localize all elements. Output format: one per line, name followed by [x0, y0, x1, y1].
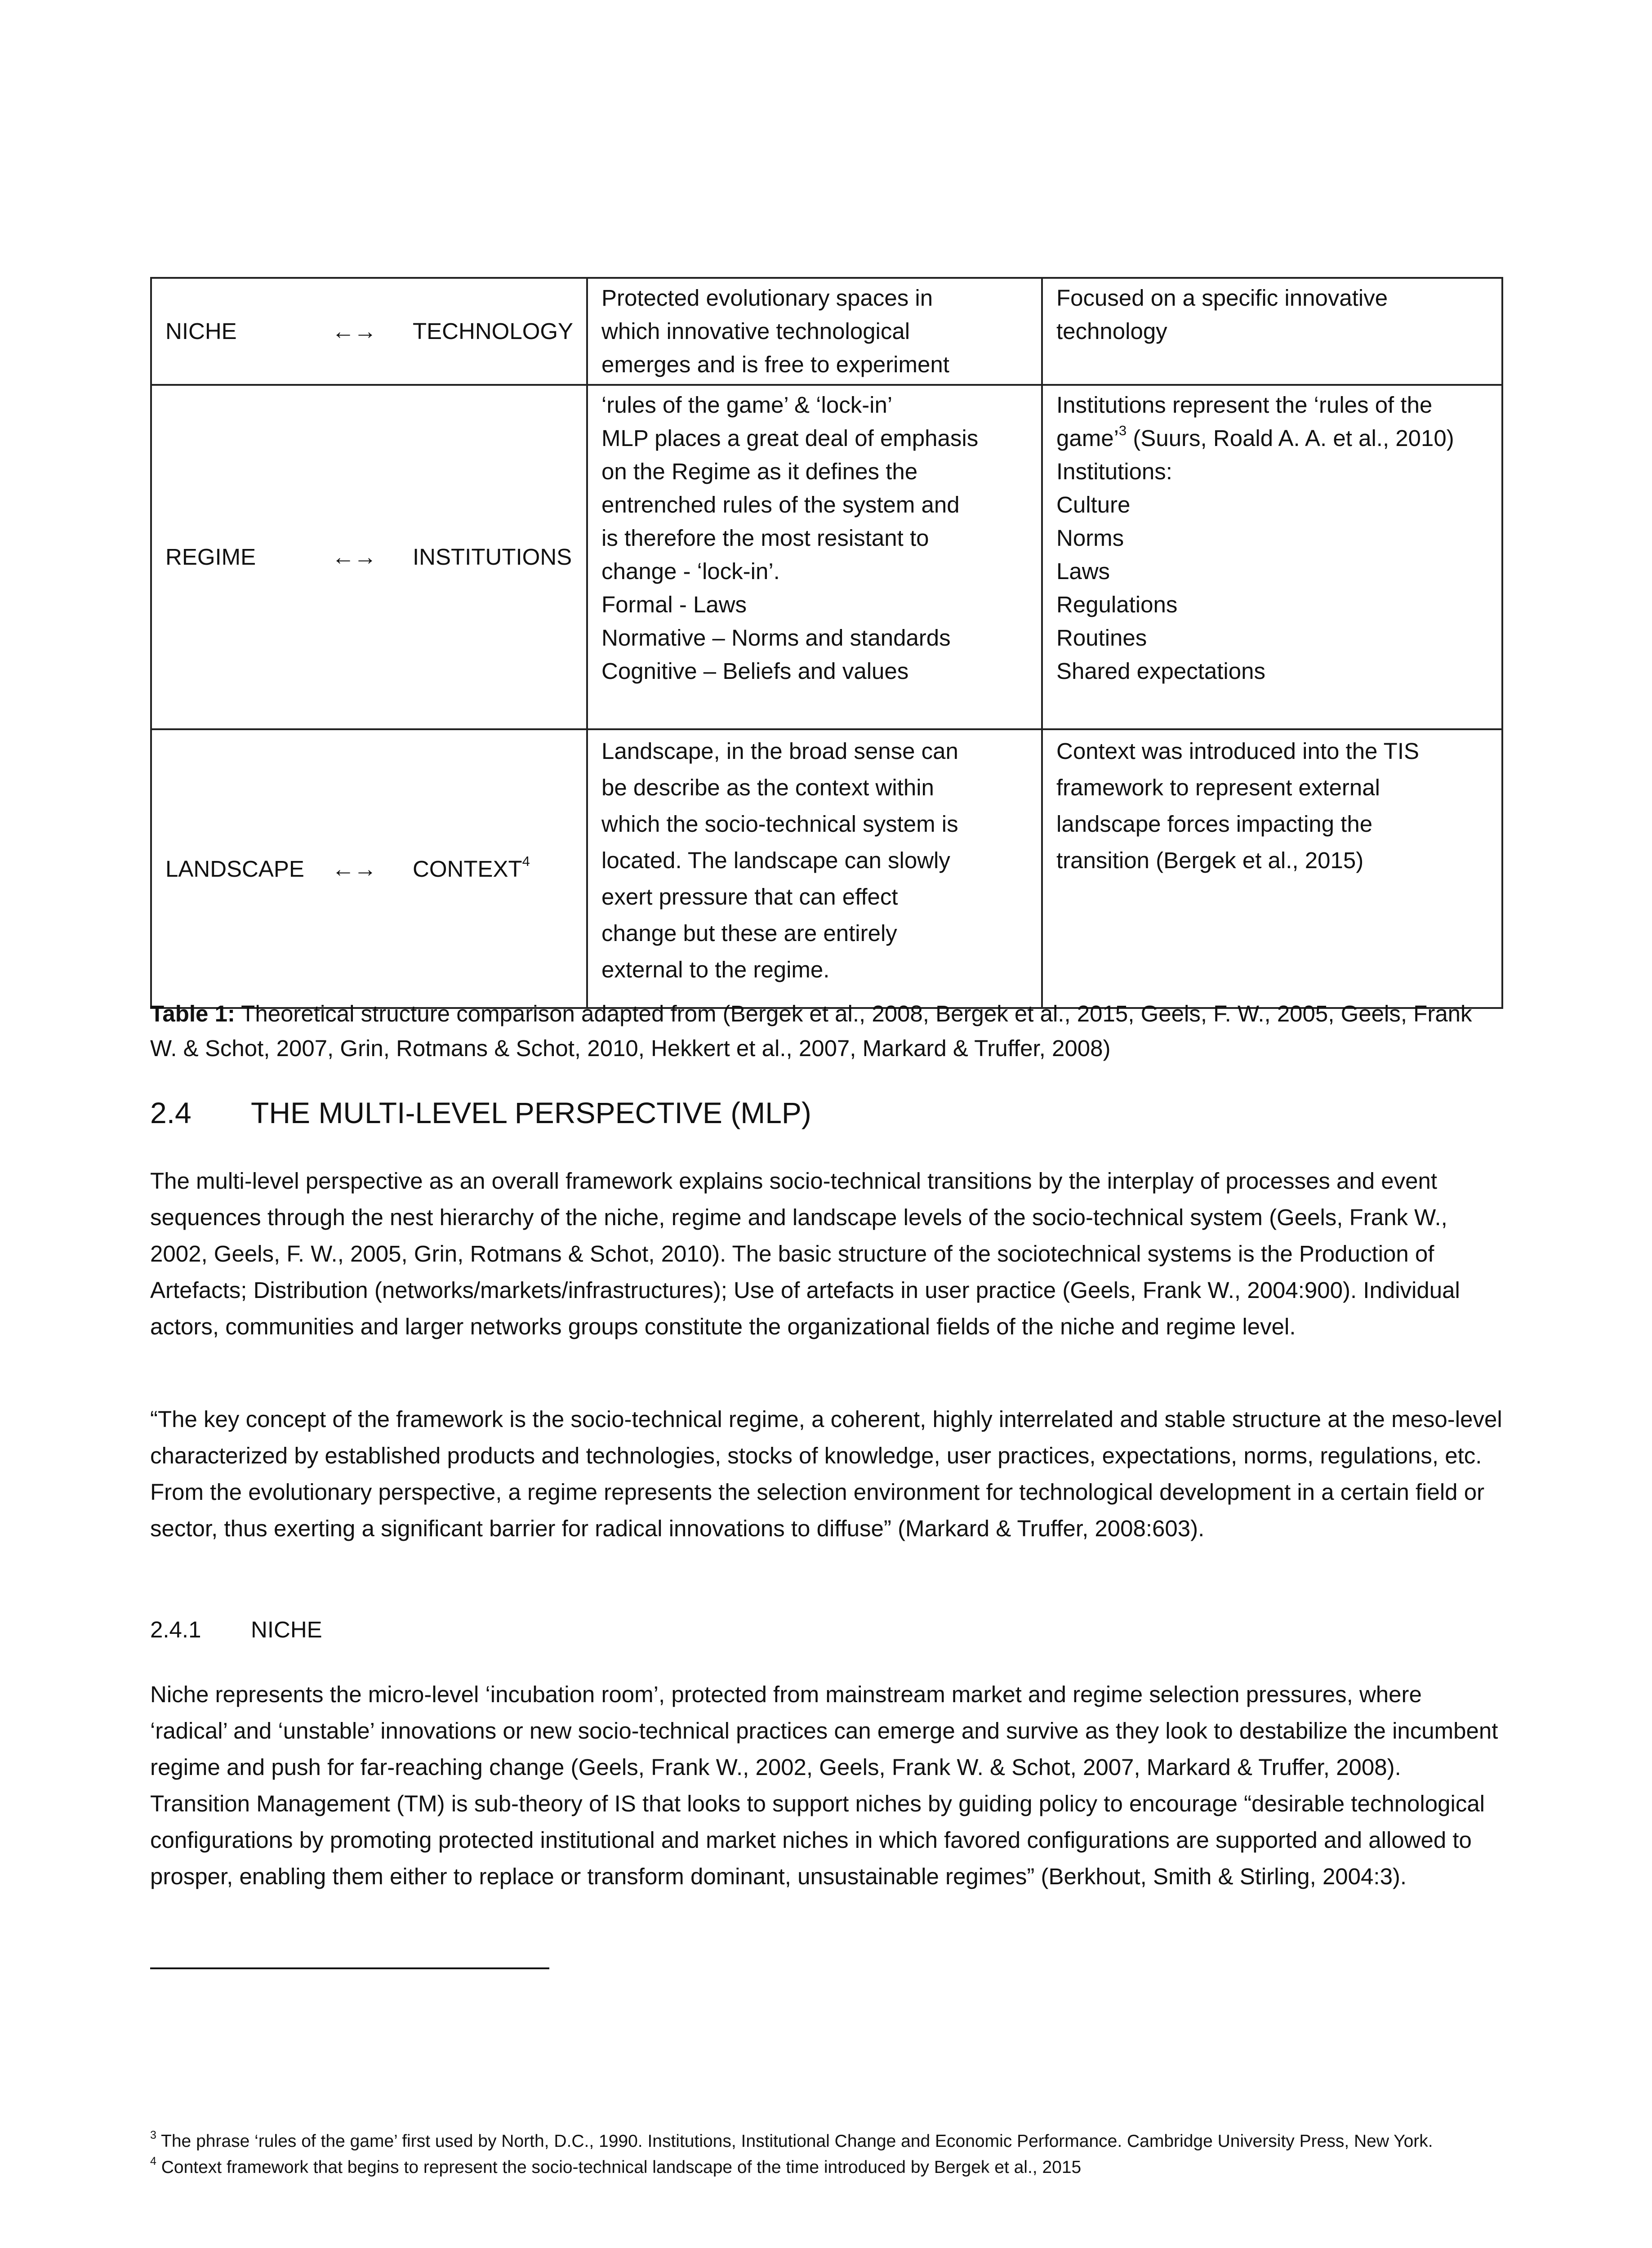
cell-line: Institutions represent the ‘rules of the	[1056, 392, 1433, 418]
framework-label: TECHNOLOGY	[413, 318, 574, 344]
cell-line	[1056, 422, 1488, 455]
comparison-cell	[1042, 729, 1502, 1008]
comparison-cell	[1042, 385, 1502, 729]
footnote-text: The phrase ‘rules of the game’ first used by North, D.C., 1990. Institutions, Institutional Change and Economic Performance. Cambridge University Press, New York.	[156, 2132, 1433, 2151]
cell-line: Institutions:	[1056, 459, 1172, 484]
cell-line: framework to represent external	[1056, 775, 1380, 800]
cell-line: Laws	[1056, 558, 1110, 584]
cell-line: located. The landscape can slowly	[601, 847, 950, 873]
footnote-ref-4: 4	[522, 853, 530, 869]
caption-label: Table 1:	[150, 1001, 235, 1026]
cell-line: emerges and is free to experiment	[601, 352, 949, 377]
level-label: LANDSCAPE	[165, 856, 304, 882]
cell-line: Cognitive – Beliefs and values	[601, 658, 909, 684]
footnote	[150, 2128, 1503, 2154]
table-row-regime	[151, 385, 1502, 729]
subsection-number: 2.4.1	[150, 1617, 201, 1642]
cell-line: Normative – Norms and standards	[601, 625, 951, 651]
cell-line: ‘rules of the game’ & ‘lock-in’	[601, 392, 893, 418]
cell-line: Culture	[1056, 492, 1131, 517]
subsection-title: NICHE	[251, 1617, 322, 1642]
cell-line: Focused on a specific innovative	[1056, 285, 1388, 311]
table-caption	[150, 996, 1503, 1066]
bidirectional-arrow-icon: ←→	[332, 544, 376, 570]
section-number: 2.4	[150, 1096, 191, 1129]
cell-line: external to the regime.	[601, 957, 830, 982]
body-paragraph: The multi-level perspective as an overall framework explains socio-technical transitions by the interplay of processes and event sequences through the nest hierarchy of the niche, regime and landscape levels of the socio-technical system (Geels, Frank W., 2002, Geels, F. W., 2005, Grin, Rotmans & Schot, 2010). The basic structure of the sociotechnical systems is the Production of Artefacts; Distribution (networks/markets/infrastructures); Use of artefacts in user practice (Geels, Frank W., 2004:900). Individual actors, communities and larger networks groups constitute the organizational fields of the niche and regime level.	[150, 1168, 1460, 1339]
footnote-separator	[150, 1967, 549, 1969]
cell-line: Shared expectations	[1056, 658, 1265, 684]
cell-line: on the Regime as it defines the	[601, 459, 918, 484]
bidirectional-arrow-icon: ←→	[332, 856, 376, 882]
cell-text: game’	[1056, 425, 1119, 451]
framework-label-with-ref	[413, 851, 577, 887]
cell-line: landscape forces impacting the	[1056, 811, 1373, 837]
framework-label: CONTEXT	[413, 856, 522, 882]
footnote-ref-3: 3	[1118, 423, 1127, 438]
cell-line: which the socio-technical system is	[601, 811, 958, 837]
footnote-mark: 3	[150, 2129, 156, 2141]
cell-line: Context was introduced into the TIS	[1056, 738, 1420, 764]
cell-line: is therefore the most resistant to	[601, 525, 929, 551]
row-label-cell	[151, 385, 587, 729]
description-cell	[587, 278, 1042, 385]
caption-text: Theoretical structure comparison adapted from (Bergek et al., 2008, Bergek et al., 2015, Geels, F. W., 2005, Geels, Frank W. & Schot, 2007, Grin, Rotmans & Schot, 2010, Hekkert et al., 2007, Markard & Truffer, 2008)	[150, 1001, 1472, 1061]
level-label: NICHE	[165, 318, 237, 344]
footnote	[150, 2154, 1503, 2181]
body-paragraph: Niche represents the micro-level ‘incubation room’, protected from mainstream market and regime selection pressures, where ‘radical’ and ‘unstable’ innovations or new socio-technical practices can emerge and survive as they look to destabilize the incumbent regime and push for far-reaching change (Geels, Frank W., 2002, Geels, Frank W. & Schot, 2007, Markard & Truffer, 2008). Transition Management (TM) is sub-theory of IS that looks to support niches by guiding policy to encourage “desirable technological configurations by promoting protected institutional and market niches in which favored configurations are supported and allowed to prosper, enabling them either to replace or transform dominant, unsustainable regimes” (Berkhout, Smith & Stirling, 2004:3).	[150, 1682, 1498, 1889]
footnotes	[150, 2128, 1503, 2181]
comparison-cell	[1042, 278, 1502, 385]
page-number	[1479, 2245, 1492, 2248]
section-title: THE MULTI-LEVEL PERSPECTIVE (MLP)	[251, 1096, 811, 1129]
footnote-mark: 4	[150, 2155, 156, 2168]
cell-line: Protected evolutionary spaces in	[601, 285, 933, 311]
cell-line: Norms	[1056, 525, 1124, 551]
cell-line: Regulations	[1056, 592, 1178, 617]
description-cell	[587, 729, 1042, 1008]
row-label-cell	[151, 278, 587, 385]
table-row-niche	[151, 278, 1502, 385]
description-cell	[587, 385, 1042, 729]
cell-line: entrenched rules of the system and	[601, 492, 960, 517]
cell-line: Formal - Laws	[601, 592, 747, 617]
quote-paragraph: “The key concept of the framework is the socio-technical regime, a coherent, highly interrelated and stable structure at the meso-level characterized by established products and technologies, stocks of knowledge, user practices, expectations, norms, regulations, etc. From the evolutionary perspective, a regime represents the selection environment for technological development in a certain field or sector, thus exerting a significant barrier for radical innovations to diffuse” (Markard & Truffer, 2008:603).	[150, 1406, 1502, 1541]
bidirectional-arrow-icon: ←→	[332, 318, 376, 344]
cell-line: change but these are entirely	[601, 920, 897, 946]
cell-line: Routines	[1056, 625, 1147, 651]
cell-line: technology	[1056, 318, 1167, 344]
cell-line: Landscape, in the broad sense can	[601, 738, 958, 764]
cell-line: transition (Bergek et al., 2015)	[1056, 847, 1364, 873]
cell-line: change - ‘lock-in’.	[601, 558, 780, 584]
cell-line: MLP places a great deal of emphasis	[601, 425, 979, 451]
cell-line: be describe as the context within	[601, 775, 934, 800]
subsection-heading	[150, 1611, 322, 1648]
framework-label: INSTITUTIONS	[413, 544, 572, 570]
cell-text: (Suurs, Roald A. A. et al., 2010)	[1127, 425, 1454, 451]
theory-comparison-table	[150, 277, 1503, 1009]
row-label-cell	[151, 729, 587, 1008]
cell-line: exert pressure that can effect	[601, 884, 898, 910]
cell-line: which innovative technological	[601, 318, 910, 344]
level-label: REGIME	[165, 544, 256, 570]
footnote-text: Context framework that begins to represent the socio-technical landscape of the time introduced by Bergek et al., 2015	[156, 2158, 1082, 2177]
table-row-landscape	[151, 729, 1502, 1008]
section-heading	[150, 1093, 811, 1133]
